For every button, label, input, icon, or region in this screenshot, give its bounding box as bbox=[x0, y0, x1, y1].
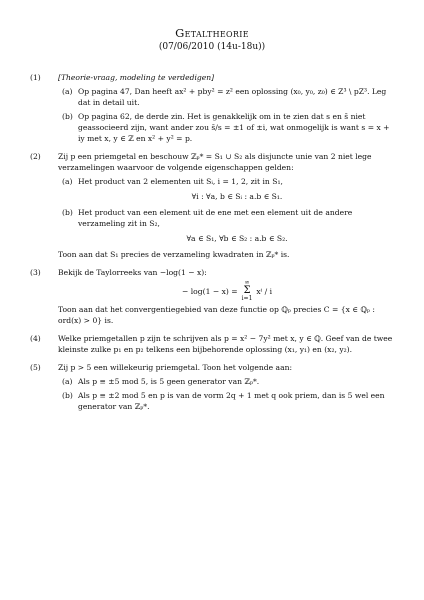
question-part bbox=[58, 111, 396, 144]
question-3 bbox=[30, 267, 396, 326]
question-part bbox=[58, 376, 396, 387]
sum-upper-limit: ∞ bbox=[244, 279, 250, 286]
part-text: Het product van een element uit de ene met een element uit de andere verzameling zit in S₂, bbox=[78, 208, 353, 228]
question-part bbox=[58, 390, 396, 412]
question-text: Welke priemgetallen p zijn te schrijven als p = x² − 7y² met x, y ∈ ℚ. Geef van de twee kleinste zulke p₁ en p₂ telkens een bijbehorende oplossing (x₁, y₁) en (x₂, y₂). bbox=[58, 334, 393, 354]
part-text: Als p ≡ ±5 mod 5, is 5 geen generator van ℤₚ*. bbox=[78, 377, 260, 386]
display-formula: ∀a ∈ S₁, ∀b ∈ S₂ : a.b ∈ S₂. bbox=[186, 234, 288, 243]
question-part bbox=[58, 207, 396, 244]
document-date: (07/06/2010 (14u-18u)) bbox=[158, 42, 266, 52]
question-text: [Theorie-vraag, modeling te verdedigen] bbox=[58, 73, 215, 82]
question-4 bbox=[30, 333, 396, 355]
question-number: (5) bbox=[30, 363, 41, 372]
taylor-series-formula bbox=[58, 280, 396, 302]
document-title: Getaltheorie bbox=[175, 26, 249, 40]
part-text: Het product van 2 elementen uit Sᵢ, i = 1, 2, zit in S₁, bbox=[78, 177, 283, 186]
formula-rhs: xⁱ / i bbox=[256, 286, 273, 296]
question-number: (2) bbox=[30, 152, 41, 161]
sum-symbol bbox=[242, 280, 253, 302]
display-formula: ∀i : ∀a, b ∈ Sᵢ : a.b ∈ S₁. bbox=[191, 192, 283, 201]
formula-lhs: − log(1 − x) = bbox=[181, 286, 238, 296]
part-label: (b) bbox=[62, 391, 73, 400]
part-label: (b) bbox=[62, 112, 73, 121]
question-text: Zij p > 5 een willekeurig priemgetal. Toon het volgende aan: bbox=[58, 363, 293, 372]
part-label: (a) bbox=[62, 377, 73, 386]
question-number: (1) bbox=[30, 73, 41, 82]
part-label: (a) bbox=[62, 87, 73, 96]
part-label: (a) bbox=[62, 177, 73, 186]
part-label: (b) bbox=[62, 208, 73, 217]
question-5 bbox=[30, 362, 396, 412]
question-number: (4) bbox=[30, 334, 41, 343]
question-text: Bekijk de Taylorreeks van −log(1 − x): bbox=[58, 268, 207, 277]
part-text: Op pagina 47, Dan heeft ax² + pby² = z² een oplossing (x₀, y₀, z₀) ∈ Z³ \ pZ³. Leg dat in detail uit. bbox=[78, 87, 387, 107]
sigma-icon: Σ bbox=[243, 285, 251, 296]
question-2 bbox=[30, 151, 396, 260]
question-closing: Toon aan dat S₁ precies de verzameling kwadraten in ℤₚ* is. bbox=[58, 250, 290, 259]
questions-list bbox=[30, 72, 396, 419]
question-part bbox=[58, 86, 396, 108]
question-text: Zij p een priemgetal en beschouw ℤₚ* = S₁ ∪ S₂ als disjuncte unie van 2 niet lege verzamelingen waarvoor de volgende eigenschappen gelden: bbox=[58, 152, 372, 172]
question-part bbox=[58, 176, 396, 202]
question-1 bbox=[30, 72, 396, 144]
part-text: Als p ≡ ±2 mod 5 en p is van de vorm 2q + 1 met q ook priem, dan is 5 wel een generator van ℤₚ*. bbox=[78, 391, 385, 411]
question-number: (3) bbox=[30, 268, 41, 277]
question-closing: Toon aan dat het convergentiegebied van deze functie op ℚₚ precies C = {x ∈ ℚₚ : ord(x) > 0} is. bbox=[58, 305, 375, 325]
sum-lower-limit: i=1 bbox=[241, 295, 253, 302]
part-text: Op pagina 62, de derde zin. Het is genakkelijk om in te zien dat s en s̄ niet geassocieerd zijn, want ander zou s̄/s = ±1 of ±i, wat onmogelijk is want s = x + iy met x, y ∈ ℤ en x² + y² = p. bbox=[78, 112, 390, 143]
